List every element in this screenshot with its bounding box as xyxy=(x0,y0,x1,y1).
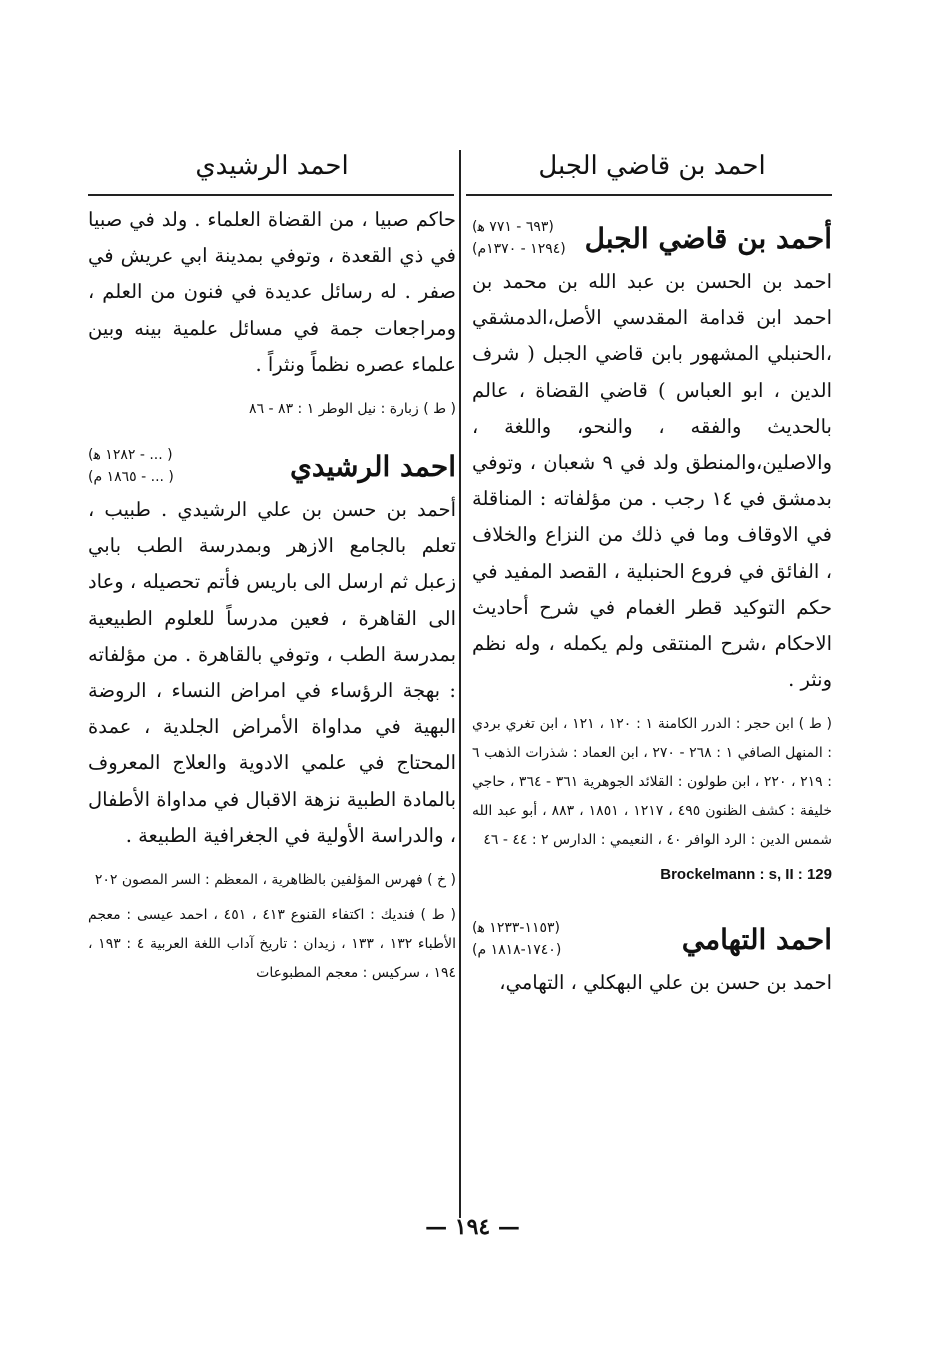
entry-references: ( خ ) فهرس المؤلفين بالظاهرية ، المعظم : السر المصون ٢٠٢ xyxy=(94,872,456,889)
entry-name: احمد التهامي xyxy=(681,922,832,956)
right-column xyxy=(472,140,832,1002)
page-number: — ١٩٤ — xyxy=(425,1214,520,1240)
dates-gregorian: ( ... - ١٨٦٥ م) xyxy=(88,469,174,486)
entry-body: احمد بن الحسن بن عبد الله بن محمد بن احمد ابن قدامة المقدسي الأصل،الدمشقي ،الحنبلي المشهور بابن قاضي الجبل ( شرف الدين ، ابو العباس ) قاضي القضاة ، عالم بالحديث والفقه ، والنحو، واللغة ، والاصلين،والمنطق ولد في ٩ شعبان ، وتوفي بدمشق في ١٤ رجب . من مؤلفاته : المناقلة في الاوقاف وما في ذلك من النزاع والخلاف ، الفائق في فروع الحنبلية ، القصد المفيد في حكم التوكيد قطر الغمام في شرح أحاديث الاحكام ،شرح المنتقى ولم يكمله ، وله نظم ونثر . xyxy=(472,270,832,692)
left-column xyxy=(88,140,456,988)
entry-name: أحمد بن قاضي الجبل xyxy=(584,221,832,255)
column-divider xyxy=(459,150,461,1218)
entry-dates xyxy=(472,917,561,961)
continued-entry-body: حاكم صبيا ، من القضاة العلماء . ولد في صبيا في ذي القعدة ، وتوفي بمدينة ابي عريش في صفر . له رسائل عديدة في فنون من العلم ، ومراجعات جمة في مسائل علمية بينه وبين علماء عصره نظماً ونثراً . xyxy=(88,208,456,376)
entry-heading xyxy=(472,917,832,961)
entry-dates xyxy=(472,216,566,260)
entry-dates xyxy=(88,444,174,488)
dates-hijri: ( ... - ١٢٨٢ ﻫ) xyxy=(88,447,173,464)
right-running-title: احمد بن قاضي الجبل xyxy=(538,151,766,181)
latin-reference: Brockelmann : s, II : 129 xyxy=(660,866,832,884)
entry-body: احمد بن حسن بن علي البهكلي ، التهامي، xyxy=(499,971,832,995)
entry-references: ( ط ) فنديك : اكتفاء القنوع ٤١٣ ، ٤٥١ ، احمد عيسى : معجم الأطباء ١٣٢ ، ١٣٣ ، زيدان : تاريخ آداب اللغة العربية ٤ : ١٩٣ ، ١٩٤ ، سركيس : معجم المطبوعات xyxy=(88,907,456,982)
dates-hijri: (١١٥٣-١٢٣٣ ﻫ) xyxy=(472,920,560,937)
left-running-title: احمد الرشيدي xyxy=(195,151,349,181)
entry-heading xyxy=(88,444,456,488)
entry-name: احمد الرشيدي xyxy=(289,449,456,483)
entry-body: أحمد بن حسن بن علي الرشيدي . طبيب ، تعلم بالجامع الازهر وبمدرسة الطب بابي زعبل ثم ارسل الى باريس فأتم تحصيله ، وعاد الى القاهرة ، فعين مدرساً للعلوم الطبيعية بمدرسة الطب ، وتوفي بالقاهرة . من مؤلفاته : بهجة الرؤساء في امراض النساء ، الروضة البهية في مداواة الأمراض الجلدية ، عمدة المحتاج في علمي الادوية والعلاج المعروف بالمادة الطبية نزهة الاقبال في مداواة الأطفال ، والدراسة الأولية في الجغرافية الطبيعة . xyxy=(88,498,456,847)
continued-entry-references: ( ط ) زبارة : نيل الوطر ١ : ٨٣ - ٨٦ xyxy=(249,401,456,418)
dates-hijri: (٦٩٣ - ٧٧١ ﻫ) xyxy=(472,219,554,235)
dates-gregorian: (١٧٤٠-١٨١٨ م) xyxy=(472,942,562,959)
entry-heading xyxy=(472,216,832,260)
dates-gregorian: (١٢٩٤ - ١٣٧٠م) xyxy=(472,241,566,257)
entry-references: ( ط ) ابن حجر : الدرر الكامنة ١ : ١٢٠ ، ١٢١ ، ابن تغري بردي : المنهل الصافي ١ : ٢٦٨ - ٢٧٠ ، ابن العماد : شذرات الذهب ٦ : ٢١٩ ، ٢٢٠ ، ابن طولون : القلائد الجوهرية ٣٦١ - ٣٦٤ ، حاجي خليفة : كشف الظنون ٤٩٥ ، ١٢١٧ ، ١٨٥١ ، ٨٨٣ ، أبو عبد الله شمس الدين : الرد الوافر ٤٠ ، النعيمي : الدارس ٢ : ٤٤ - ٤٦ xyxy=(472,716,833,849)
